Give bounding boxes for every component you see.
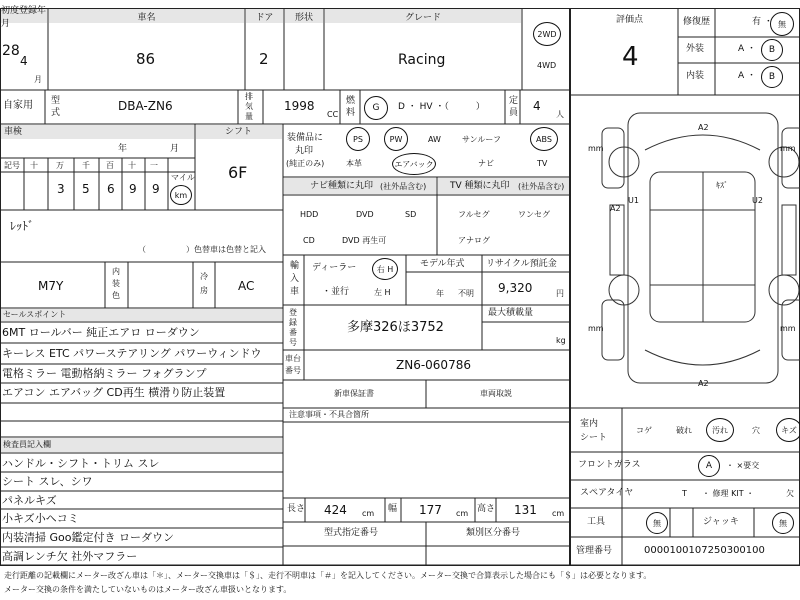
equip-pw-circled: PW — [384, 127, 408, 151]
score-label: 評価点 — [616, 15, 644, 25]
damage-rear-a2: A2 — [698, 379, 709, 388]
displacement-value: 1998 — [284, 99, 315, 113]
height-value: 131 — [514, 503, 537, 517]
inspector-note-line: 内装清掃 Goo鑑定付き ローダウン — [2, 531, 174, 544]
room-label-2: シート — [580, 433, 608, 443]
history-yes: 有 ・ — [752, 17, 773, 27]
tire-mm-fl: mm — [588, 144, 604, 153]
car-name: 86 — [136, 50, 156, 68]
damage-right-u2: U2 — [752, 196, 763, 205]
notes-label: 注意事項・不具合箇所 — [289, 410, 369, 419]
interior-label-3: 色 — [112, 291, 120, 300]
model-year-unknown: 不明 — [458, 289, 474, 298]
month-unit: 月 — [34, 75, 42, 84]
interior-label-1: 内 — [112, 267, 120, 276]
navi-hdd: HDD — [300, 210, 319, 219]
max-load-label: 最大積載量 — [488, 308, 534, 318]
inspector-notes-label: 検査員記入欄 — [3, 440, 51, 449]
mileage-digit: 3 — [57, 182, 65, 196]
ac-value: AC — [238, 279, 255, 293]
management-number-label: 管理番号 — [576, 546, 613, 556]
new-car-warranty: 新車保証書 — [334, 389, 374, 398]
category-number-label: 類別区分番号 — [466, 528, 521, 538]
tv-note: (社外品含む) — [518, 182, 565, 191]
navi-dvd-play: DVD 再生可 — [342, 236, 387, 245]
interior-rating-label: 内装 — [686, 71, 705, 81]
windshield-rest: ・ ×要交 — [726, 461, 760, 470]
equip-aw: AW — [428, 135, 441, 144]
damage-left-a2: A2 — [610, 204, 621, 213]
reg-label-4: 号 — [289, 338, 297, 347]
windshield-a-circled: A — [698, 455, 720, 477]
reg-label-1: 登 — [289, 308, 297, 317]
fuel-label-1: 燃 — [346, 96, 356, 106]
navi-dvd: DVD — [356, 210, 374, 219]
model-label-1: 型 — [51, 96, 61, 106]
cc-unit: CC — [327, 110, 339, 119]
room-hole: 穴 — [752, 426, 760, 435]
model-value: DBA-ZN6 — [118, 99, 173, 113]
room-scratch-circled: キズ — [776, 418, 800, 442]
inspection-year: 年 — [118, 144, 128, 154]
fuel-gasoline-circled: G — [364, 96, 388, 120]
inspector-note-line: シート スレ、シワ — [2, 475, 93, 488]
tv-oneseg: ワンセグ — [518, 210, 550, 219]
import-label-2: 入 — [290, 274, 300, 284]
drive-2wd-circled: 2WD — [533, 22, 561, 46]
recycle-label: リサイクル預託金 — [486, 259, 557, 269]
reg-label-2: 録 — [289, 318, 297, 327]
capacity-value: 4 — [533, 99, 541, 113]
width-value: 177 — [419, 503, 442, 517]
spare-t: T — [682, 489, 687, 498]
windshield-label: フロントガラス — [578, 460, 641, 470]
displacement-label-1: 排 — [245, 92, 253, 101]
chassis-label-2: 番号 — [285, 366, 301, 375]
spare-tire-label: スペアタイヤ — [580, 488, 634, 498]
mileage-label: 記号 — [4, 161, 20, 170]
exterior-label: 外装 — [686, 44, 705, 54]
spare-kit: ・ 修理 KIT ・ — [702, 489, 755, 498]
displacement-label-3: 量 — [245, 112, 253, 121]
fuel-label-2: 料 — [346, 108, 356, 118]
footer-line-1: 走行距離の記載欄にメーター改ざん車は「＊」、メーター交換車は「＄」、走行不明車は「＃」を記入してください。メーター交換で合算表示した場合にも「＄」は必要となります。 — [4, 571, 652, 580]
steer-right-circled: 右 H — [372, 258, 398, 280]
usage: 自家用 — [3, 100, 33, 111]
inspector-note-line: ハンドル・シフト・トリム スレ — [2, 457, 160, 470]
registration-number: 多摩326ほ3752 — [347, 320, 444, 335]
mileage-digit: 9 — [152, 182, 160, 196]
recycle-value: 9,320 — [498, 281, 533, 295]
footer-line-2: メーター交換の条件を満たしていないものはメーター改ざん車扱いとなります。 — [4, 585, 292, 594]
ac-label-1: 冷 — [200, 272, 208, 281]
shape-header: 形状 — [285, 9, 323, 23]
color-note: （ ）色替車は色替と記入 — [138, 245, 266, 254]
interior-b-circled: B — [761, 66, 783, 88]
history-none-circled: 無 — [770, 12, 794, 36]
equipment-label-3: (純正のみ) — [286, 159, 325, 168]
equip-ps-circled: PS — [346, 127, 370, 151]
equip-abs-circled: ABS — [530, 127, 558, 151]
car-name-header: 車名 — [49, 9, 244, 23]
inspector-note-line: パネルキズ — [2, 494, 57, 507]
management-number: 0000100107250300100 — [644, 545, 765, 556]
inspector-note-line: 小キズ小ヘコミ — [2, 512, 79, 525]
exterior-b-circled: B — [761, 39, 783, 61]
equipment-label-2: 丸印 — [295, 146, 314, 156]
interior-a: A ・ — [738, 71, 757, 81]
navi-note: (社外品含む) — [380, 182, 427, 191]
steer-left: 左 H — [374, 288, 391, 297]
damage-front-a2: A2 — [698, 123, 709, 132]
digit-head: 百 — [106, 161, 114, 170]
sales-points-label: セールスポイント — [3, 310, 67, 319]
doors-value: 2 — [259, 50, 269, 68]
fuel-options: D ・ HV ・（ ） — [398, 102, 485, 112]
sales-point-line: キーレス ETC パワーステアリング パワーウィンドウ — [2, 347, 262, 360]
room-burn: コゲ — [636, 426, 652, 435]
mileage-digit: 9 — [129, 182, 137, 196]
equip-navi: ナビ — [478, 159, 494, 168]
inspection-month: 月 — [170, 144, 180, 154]
car-damage-diagram — [602, 113, 800, 383]
length-label: 長さ — [287, 504, 306, 514]
vehicle-manual: 車両取説 — [480, 389, 512, 398]
max-load-unit: kg — [556, 336, 566, 345]
equipment-label-1: 装備品に — [287, 133, 324, 143]
model-year-label: モデル年式 — [420, 259, 465, 269]
tire-mm-fr: mm — [780, 144, 796, 153]
color-value: ﾚｯﾄﾞ — [10, 219, 35, 233]
damage-roof-scratch: ｷｽﾞ — [716, 181, 728, 190]
grade-value: Racing — [398, 52, 446, 68]
jack-label: ジャッキ — [703, 517, 739, 527]
exterior-a: A ・ — [738, 44, 757, 54]
height-unit: cm — [552, 509, 565, 518]
displacement-label-2: 気 — [245, 102, 253, 111]
ac-label-2: 房 — [200, 286, 208, 295]
navi-cd: CD — [303, 236, 315, 245]
score-value: 4 — [622, 42, 639, 72]
mileage-digit: 5 — [82, 182, 90, 196]
first-reg-year: 28 — [2, 43, 20, 59]
room-label-1: 室内 — [580, 419, 599, 429]
chassis-number: ZN6-060786 — [396, 358, 471, 372]
import-parallel: ・並行 — [322, 287, 350, 297]
tire-mm-rl: mm — [588, 324, 604, 333]
chassis-label-1: 車台 — [285, 354, 301, 363]
mile-unit: マイル — [171, 173, 195, 182]
model-label-2: 式 — [51, 108, 61, 118]
equip-airbag-circled: エアバック — [392, 153, 436, 175]
grade-header: グレード — [325, 9, 521, 23]
sales-point-line: 電格ミラー 電動格納ミラー フォグランプ — [2, 367, 207, 380]
shift-label: シフト — [225, 127, 253, 137]
room-tear: 破れ — [676, 426, 692, 435]
tools-none-circled: 無 — [646, 512, 668, 534]
import-label-1: 輸 — [290, 261, 300, 271]
height-label: 高さ — [477, 504, 496, 514]
mileage-digit: 6 — [107, 182, 115, 196]
first-reg-month: 4 — [20, 54, 28, 68]
length-value: 424 — [324, 503, 347, 517]
shift-value: 6F — [228, 163, 248, 182]
digit-head: 一 — [150, 161, 158, 170]
type-specified-label: 型式指定番号 — [324, 528, 379, 538]
length-unit: cm — [362, 509, 375, 518]
reg-label-3: 番 — [289, 328, 297, 337]
tv-label: TV 種類に丸印 — [450, 181, 510, 191]
navi-label: ナビ種類に丸印 — [310, 181, 374, 191]
history-label: 修復歴 — [683, 17, 711, 27]
first-reg-header: 初度登録年月 — [1, 6, 47, 29]
tools-label: 工具 — [587, 517, 606, 527]
digit-head: 十 — [30, 161, 38, 170]
equip-leather: 本革 — [346, 159, 362, 168]
tv-fullseg: フルセグ — [458, 210, 490, 219]
tv-analog: アナログ — [458, 236, 490, 245]
digit-head: 千 — [82, 161, 90, 170]
equip-tv: TV — [537, 159, 548, 168]
inspector-note-line: 高調レンチ欠 社外マフラー — [2, 550, 138, 563]
width-unit: cm — [456, 509, 469, 518]
capacity-label-1: 定 — [509, 96, 519, 106]
width-label: 幅 — [388, 504, 398, 514]
digit-head: 万 — [56, 161, 64, 170]
sales-point-line: 6MT ロールバー 純正エアロ ローダウン — [2, 326, 200, 339]
capacity-unit: 人 — [556, 110, 564, 119]
color-code: M7Y — [38, 279, 64, 293]
equip-sunroof: サンルーフ — [462, 135, 501, 144]
interior-label-2: 装 — [112, 279, 120, 288]
km-unit-circled: km — [170, 185, 192, 205]
import-label-3: 車 — [290, 287, 300, 297]
room-stain-circled: 汚れ — [706, 418, 734, 442]
spare-missing: 欠 — [786, 489, 794, 498]
inspection-label: 車検 — [4, 127, 23, 137]
damage-left-u1: U1 — [628, 196, 639, 205]
navi-sd: SD — [405, 210, 417, 219]
drive-4wd: 4WD — [537, 61, 557, 70]
recycle-unit: 円 — [556, 289, 564, 298]
digit-head: 十 — [128, 161, 136, 170]
sales-point-line: エアコン エアバッグ CD再生 横滑り防止装置 — [2, 386, 226, 399]
jack-none-circled: 無 — [772, 512, 794, 534]
tire-mm-rr: mm — [780, 324, 796, 333]
capacity-label-2: 員 — [509, 108, 519, 118]
import-dealer: ディーラー — [312, 263, 357, 273]
doors-header: ドア — [246, 9, 283, 23]
model-year-year: 年 — [436, 289, 444, 298]
